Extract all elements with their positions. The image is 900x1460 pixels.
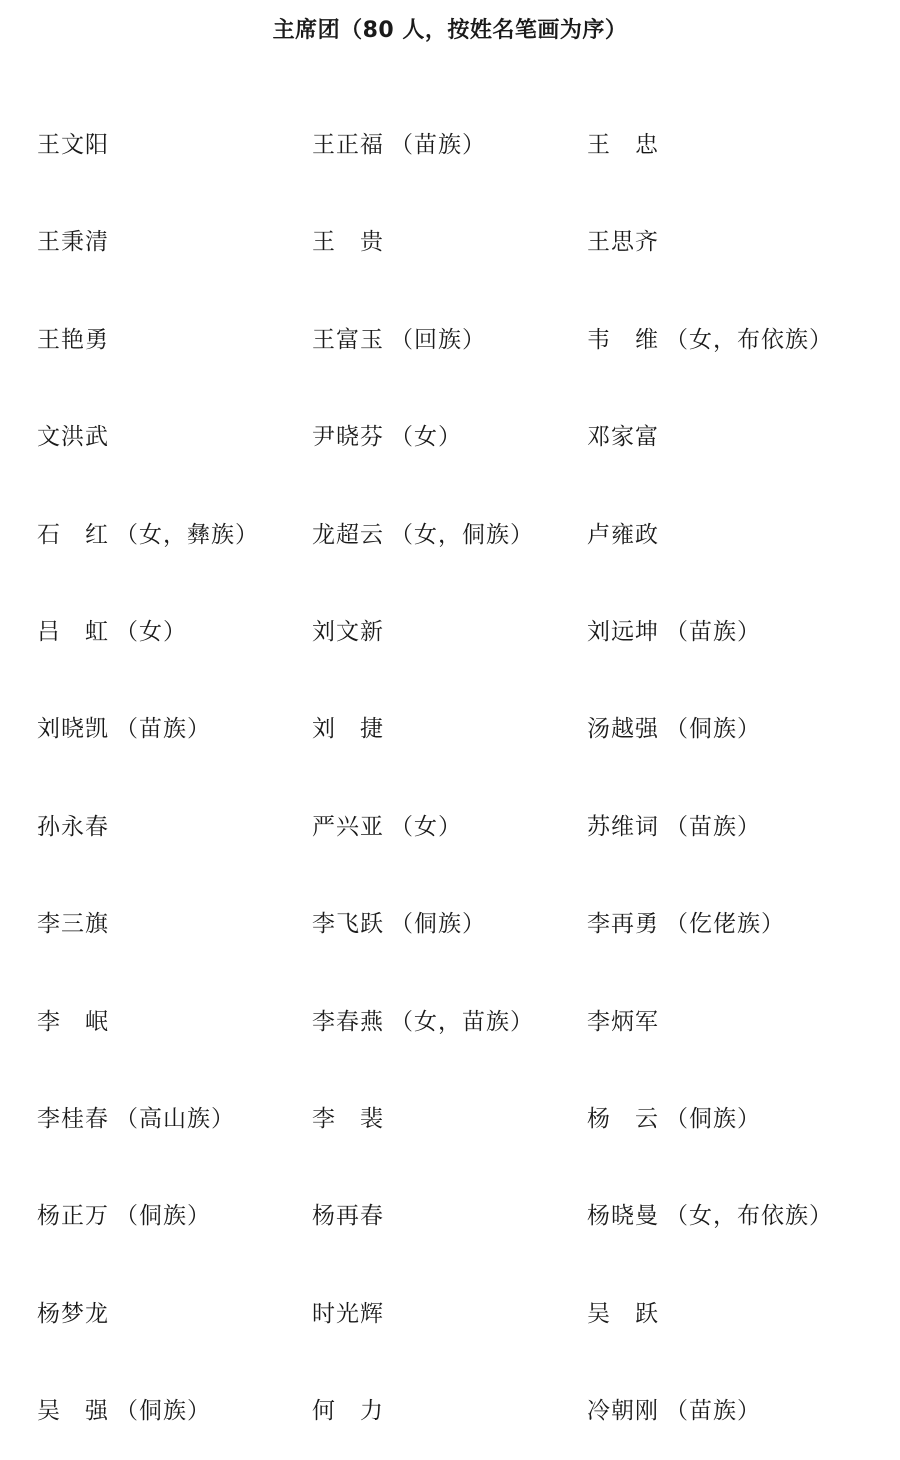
- member-entry: [312, 807, 462, 847]
- roster-row: [0, 974, 900, 1071]
- member-entry: [587, 222, 659, 262]
- member-entry: [37, 612, 187, 652]
- member-entry: [587, 515, 659, 555]
- member-note: （苗族）: [115, 716, 211, 743]
- member-name: 王 贵: [312, 229, 384, 256]
- member-note: （女，侗族）: [390, 521, 534, 548]
- member-entry: [312, 1099, 384, 1139]
- roster-row: [0, 1071, 900, 1168]
- member-name: 苏维词: [587, 813, 659, 840]
- member-entry: [312, 417, 462, 457]
- member-note: （侗族）: [665, 716, 761, 743]
- member-entry: [587, 904, 785, 944]
- member-name: 卢雍政: [587, 521, 659, 548]
- member-entry: [37, 515, 259, 555]
- member-note: （女，彝族）: [115, 521, 259, 548]
- member-name: 吴 强: [37, 1398, 109, 1425]
- member-note: （高山族）: [115, 1105, 235, 1132]
- member-name: 李飞跃: [312, 911, 384, 938]
- member-entry: [587, 807, 761, 847]
- member-entry: [312, 125, 486, 165]
- member-entry: [37, 904, 109, 944]
- member-entry: [37, 1196, 211, 1236]
- member-name: 王 忠: [587, 132, 659, 158]
- member-entry: [37, 709, 211, 749]
- member-entry: [37, 222, 109, 262]
- member-name: 杨梦龙: [37, 1300, 109, 1327]
- roster-row: [0, 1168, 900, 1265]
- member-name: 王正福: [312, 132, 384, 158]
- member-note: （苗族）: [665, 618, 761, 645]
- member-entry: [312, 1196, 384, 1236]
- member-name: 刘 捷: [312, 716, 384, 743]
- member-entry: [37, 1391, 211, 1431]
- member-note: （侗族）: [665, 1105, 761, 1132]
- member-name: 吴 跃: [587, 1300, 659, 1327]
- member-name: 杨 云: [587, 1105, 659, 1132]
- member-entry: [587, 612, 761, 652]
- member-name: 李春燕: [312, 1008, 384, 1035]
- member-name: 刘晓凯: [37, 716, 109, 743]
- member-name: 何 力: [312, 1398, 384, 1425]
- member-entry: [37, 417, 109, 457]
- member-name: 王艳勇: [37, 326, 109, 353]
- roster-row: [0, 876, 900, 973]
- member-entry: [37, 125, 109, 165]
- roster-row: [0, 779, 900, 876]
- roster-row: [0, 97, 900, 194]
- member-name: 李 岷: [37, 1008, 109, 1035]
- member-name: 韦 维: [587, 326, 659, 353]
- member-note: （女，布依族）: [665, 1203, 833, 1230]
- member-note: （苗族）: [665, 1398, 761, 1425]
- member-name: 王思齐: [587, 229, 659, 256]
- member-note: （苗族）: [665, 813, 761, 840]
- member-name: 时光辉: [312, 1300, 384, 1327]
- member-entry: [312, 1391, 384, 1431]
- member-name: 王富玉: [312, 326, 384, 353]
- member-entry: [312, 515, 534, 555]
- member-entry: [587, 417, 659, 457]
- member-name: 李再勇: [587, 911, 659, 938]
- member-name: 吕 虹: [37, 618, 109, 645]
- member-entry: [587, 125, 659, 165]
- member-name: 李炳军: [587, 1008, 659, 1035]
- roster-row: [0, 1266, 900, 1363]
- member-entry: [312, 1294, 384, 1334]
- member-name: 孙永春: [37, 813, 109, 840]
- member-name: 王文阳: [37, 132, 109, 158]
- member-note: （回族）: [390, 326, 486, 353]
- roster-row: [0, 1363, 900, 1460]
- roster-row: [0, 681, 900, 778]
- member-entry: [312, 222, 384, 262]
- member-name: 石 红: [37, 521, 109, 548]
- member-name: 杨再春: [312, 1203, 384, 1230]
- member-name: 刘远坤: [587, 618, 659, 645]
- member-entry: [37, 320, 109, 360]
- member-note: （女）: [390, 813, 462, 840]
- member-roster: [0, 97, 900, 1460]
- member-name: 刘文新: [312, 618, 384, 645]
- member-entry: [312, 1002, 534, 1042]
- member-name: 杨正万: [37, 1203, 109, 1230]
- member-note: （女）: [390, 424, 462, 451]
- roster-row: [0, 584, 900, 681]
- member-note: （侗族）: [390, 911, 486, 938]
- member-entry: [587, 709, 761, 749]
- member-entry: [587, 1391, 761, 1431]
- roster-row: [0, 389, 900, 486]
- member-name: 李三旗: [37, 911, 109, 938]
- member-name: 龙超云: [312, 521, 384, 548]
- member-note: （女，苗族）: [390, 1008, 534, 1035]
- member-name: 李桂春: [37, 1105, 109, 1132]
- member-entry: [587, 320, 833, 360]
- member-note: （苗族）: [390, 132, 486, 158]
- member-entry: [587, 1099, 761, 1139]
- member-name: 李 裴: [312, 1105, 384, 1132]
- roster-row: [0, 292, 900, 389]
- member-note: （仡佬族）: [665, 911, 785, 938]
- member-note: （侗族）: [115, 1398, 211, 1425]
- member-name: 尹晓芬: [312, 424, 384, 451]
- member-name: 文洪武: [37, 424, 109, 451]
- member-entry: [587, 1002, 659, 1042]
- member-entry: [587, 1196, 833, 1236]
- member-name: 杨晓曼: [587, 1203, 659, 1230]
- member-name: 冷朝刚: [587, 1398, 659, 1425]
- member-name: 严兴亚: [312, 813, 384, 840]
- member-name: 邓家富: [587, 424, 659, 451]
- member-note: （女）: [115, 618, 187, 645]
- member-entry: [312, 612, 384, 652]
- member-entry: [37, 1099, 235, 1139]
- member-entry: [312, 320, 486, 360]
- member-entry: [37, 807, 109, 847]
- roster-row: [0, 487, 900, 584]
- member-entry: [312, 709, 384, 749]
- member-name: 汤越强: [587, 716, 659, 743]
- member-entry: [587, 1294, 659, 1334]
- roster-row: [0, 194, 900, 291]
- member-name: 王秉清: [37, 229, 109, 256]
- member-note: （女，布依族）: [665, 326, 833, 353]
- member-entry: [37, 1294, 109, 1334]
- page-title: 主席团（80 人，按姓名笔画为序）: [272, 18, 628, 43]
- member-entry: [312, 904, 486, 944]
- member-note: （侗族）: [115, 1203, 211, 1230]
- member-entry: [37, 1002, 109, 1042]
